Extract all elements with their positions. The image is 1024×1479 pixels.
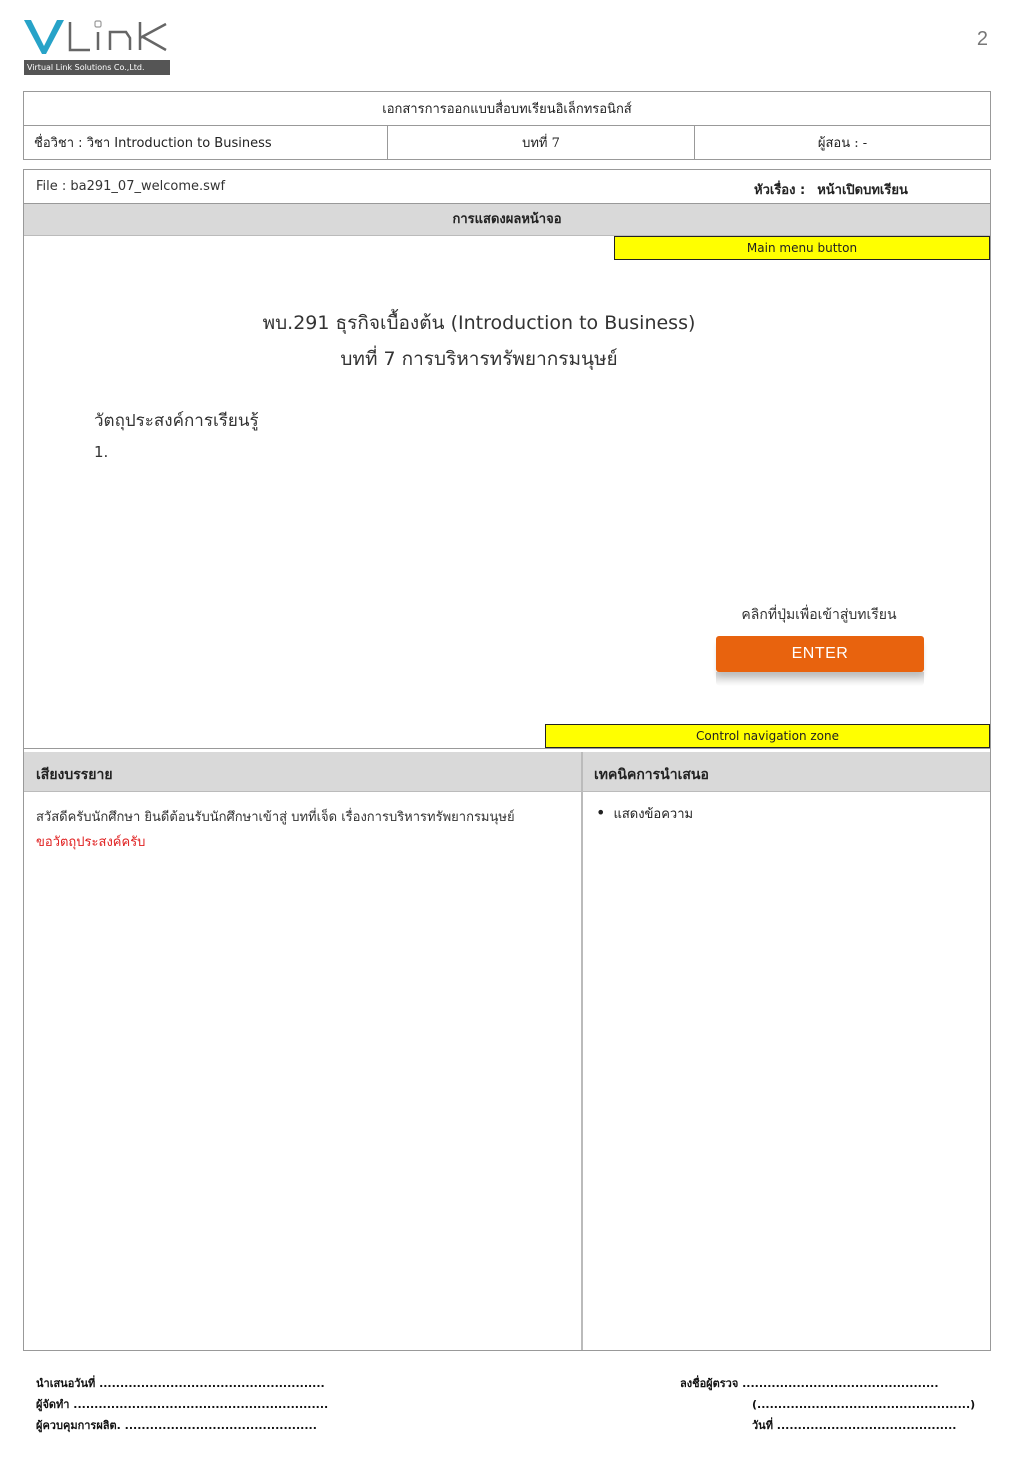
columns-header — [24, 752, 990, 792]
chapter-cell: บทที่ 7 — [388, 126, 695, 160]
storyboard-sheet — [23, 169, 991, 1351]
narration-text — [36, 804, 566, 854]
logo-tagline: Virtual Link Solutions Co.,Ltd. — [24, 60, 170, 75]
document-title: เอกสารการออกแบบสื่อบทเรียนอิเล็กทรอนิกส์ — [24, 92, 991, 126]
enter-hint: คลิกที่ปุ่มเพื่อเข้าสู่บทเรียน — [741, 607, 897, 623]
document-header-table — [23, 91, 991, 160]
footer-left — [36, 1373, 328, 1436]
chapter-title: บทที่ 7 การบริหารทรัพยากรมนุษย์ — [340, 348, 618, 370]
technique-list — [596, 803, 693, 824]
footer-right — [680, 1373, 975, 1436]
narration-header: เสียงบรรยาย — [36, 767, 113, 783]
topic — [754, 179, 908, 200]
reviewer-signature: ลงชื่อผู้ตรวจ ............................................... — [680, 1377, 939, 1390]
file-name: File : ba291_07_welcome.swf — [36, 179, 226, 194]
presented-date: นำเสนอวันที่ ...................................................... — [36, 1377, 325, 1390]
technique-header: เทคนิคการนำเสนอ — [594, 767, 709, 783]
narration-script: สวัสดีครับนักศึกษา ยินดีต้อนรับนักศึกษาเข้าสู่ บทที่เจ็ด เรื่องการบริหารทรัพยากรมนุษย์ — [36, 810, 515, 825]
screen-preview — [24, 236, 990, 749]
enter-button[interactable]: ENTER — [716, 636, 924, 672]
course-title: พบ.291 ธุรกิจเบื้องต้น (Introduction to Business) — [262, 312, 696, 334]
objective-item: 1. — [94, 443, 109, 461]
narration-note: ขอวัตถุประสงค์ครับ — [36, 835, 146, 850]
main-menu-button-zone[interactable]: Main menu button — [614, 236, 990, 260]
vlink-logo — [22, 16, 172, 76]
review-date: วันที่ ........................................... — [752, 1419, 957, 1432]
control-navigation-zone[interactable]: Control navigation zone — [545, 724, 990, 748]
topic-value: หน้าเปิดบทเรียน — [817, 183, 908, 198]
page-number: 2 — [976, 28, 988, 50]
topic-label: หัวเรื่อง : — [754, 183, 806, 198]
subject-cell: ชื่อวิชา : วิชา Introduction to Business — [24, 126, 388, 160]
column-divider — [581, 752, 583, 1350]
display-section-title: การแสดงผลหน้าจอ — [24, 204, 990, 236]
technique-item: • แสดงข้อความ — [596, 803, 693, 824]
production-controller: ผู้ควบคุมการผลิต. .............................................. — [36, 1419, 317, 1432]
file-row — [24, 170, 990, 204]
reviewer-name: (...................................................) — [752, 1398, 976, 1411]
instructor-cell: ผู้สอน : - — [695, 126, 991, 160]
objectives-title: วัตถุประสงค์การเรียนรู้ — [94, 411, 259, 431]
producer: ผู้จัดทำ ............................................................. — [36, 1398, 329, 1411]
